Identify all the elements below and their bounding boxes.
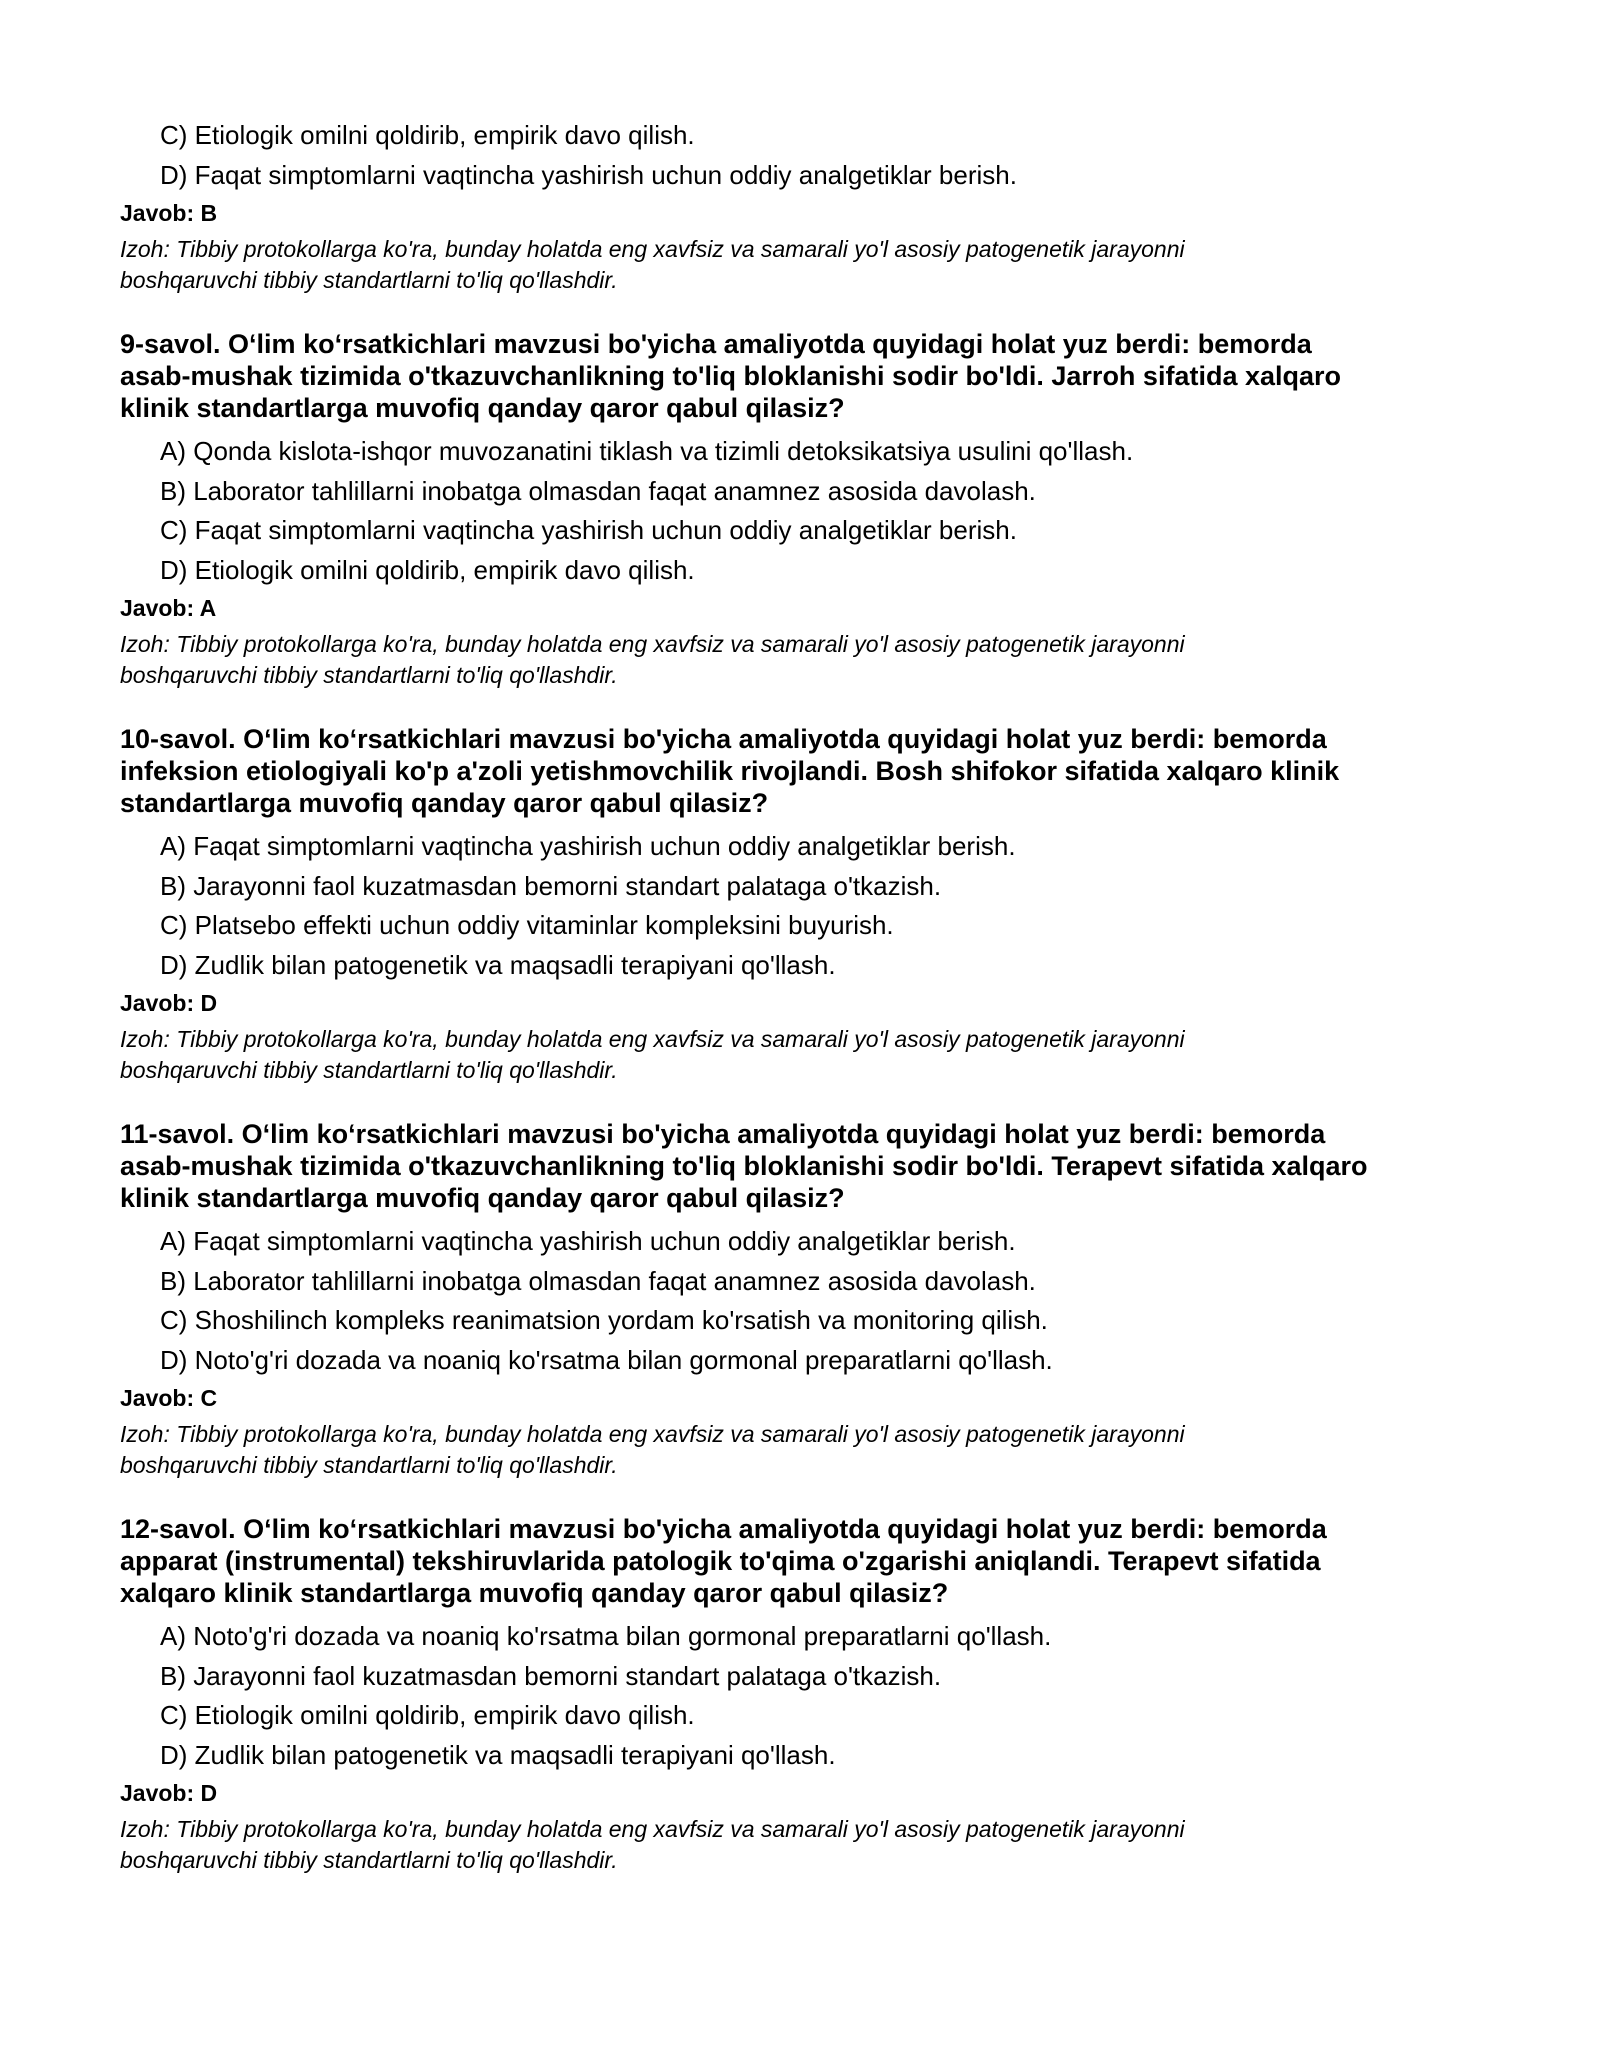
question-line: 11-savol. O‘lim ko‘rsatkichlari mavzusi bo'yicha amaliyotda quyidagi holat yuz berdi: bemorda [120, 1119, 1326, 1149]
question-line: infeksion etiologiyali ko'p a'zoli yetishmovchilik rivojlandi. Bosh shifokor sifatida xalqaro klinik [120, 756, 1340, 786]
explanation [120, 1419, 1420, 1481]
question-line: 9-savol. O‘lim ko‘rsatkichlari mavzusi bo'yicha amaliyotda quyidagi holat yuz berdi: bemorda [120, 329, 1312, 359]
option-b: B) Laborator tahlillarni inobatga olmasdan faqat anamnez asosida davolash. [160, 1265, 1036, 1296]
explanation [120, 1814, 1420, 1876]
question-line: asab-mushak tizimida o'tkazuvchanlikning to'liq bloklanishi sodir bo'ldi. Terapevt sifatida xalqaro [120, 1151, 1368, 1181]
answer-label: Javob: B [120, 200, 218, 226]
previous-question-tail [120, 0, 1480, 296]
answer-label: Javob: A [120, 595, 217, 621]
option-d: D) Etiologik omilni qoldirib, empirik davo qilish. [160, 554, 695, 585]
option-c: C) Etiologik omilni qoldirib, empirik davo qilish. [160, 1700, 695, 1730]
question-text [120, 723, 1490, 819]
explanation-line: boshqaruvchi tibbiy standartlarni to'liq qo'llashdir. [120, 1057, 618, 1083]
explanation-line: boshqaruvchi tibbiy standartlarni to'liq qo'llashdir. [120, 1847, 618, 1873]
option-d: D) Zudlik bilan patogenetik va maqsadli terapiyani qo'llash. [160, 949, 836, 980]
explanation-line: boshqaruvchi tibbiy standartlarni to'liq qo'llashdir. [120, 662, 618, 688]
option-a: A) Faqat simptomlarni vaqtincha yashirish uchun oddiy analgetiklar berish. [160, 1226, 1016, 1256]
question-block-12 [120, 1513, 1480, 1876]
question-block-10 [120, 723, 1480, 1086]
explanation-line: Izoh: Tibbiy protokollarga ko'ra, bunday holatda eng xavfsiz va samarali yo'l asosiy patogenetik jarayonni [120, 631, 1185, 657]
question-line: 10-savol. O‘lim ko‘rsatkichlari mavzusi bo'yicha amaliyotda quyidagi holat yuz berdi: bemorda [120, 724, 1327, 754]
question-block-11 [120, 1118, 1480, 1481]
question-block-9 [120, 328, 1480, 691]
explanation-line: Izoh: Tibbiy protokollarga ko'ra, bunday holatda eng xavfsiz va samarali yo'l asosiy patogenetik jarayonni [120, 1421, 1185, 1447]
question-line: apparat (instrumental) tekshiruvlarida patologik to'qima o'zgarishi aniqlandi. Terapevt sifatida [120, 1546, 1321, 1576]
explanation [120, 629, 1420, 691]
question-text [120, 1118, 1490, 1214]
question-text [120, 328, 1490, 424]
option-d: D) Noto'g'ri dozada va noaniq ko'rsatma bilan gormonal preparatlarni qo'llash. [160, 1344, 1053, 1375]
explanation-line: boshqaruvchi tibbiy standartlarni to'liq qo'llashdir. [120, 267, 618, 293]
question-line: klinik standartlarga muvofiq qanday qaror qabul qilasiz? [120, 1183, 845, 1213]
explanation-line: Izoh: Tibbiy protokollarga ko'ra, bunday holatda eng xavfsiz va samarali yo'l asosiy patogenetik jarayonni [120, 236, 1185, 262]
option-c: C) Platsebo effekti uchun oddiy vitaminlar kompleksini buyurish. [160, 910, 894, 940]
option-d: D) Faqat simptomlarni vaqtincha yashirish uchun oddiy analgetiklar berish. [160, 159, 1017, 190]
option-a: A) Faqat simptomlarni vaqtincha yashirish uchun oddiy analgetiklar berish. [160, 831, 1016, 861]
option-a: A) Noto'g'ri dozada va noaniq ko'rsatma bilan gormonal preparatlarni qo'llash. [160, 1621, 1052, 1651]
option-c: C) Shoshilinch kompleks reanimatsion yordam ko'rsatish va monitoring qilish. [160, 1305, 1048, 1335]
question-text [120, 1513, 1490, 1609]
explanation-line: Izoh: Tibbiy protokollarga ko'ra, bunday holatda eng xavfsiz va samarali yo'l asosiy patogenetik jarayonni [120, 1816, 1185, 1842]
option-d: D) Zudlik bilan patogenetik va maqsadli terapiyani qo'llash. [160, 1739, 836, 1770]
option-b: B) Jarayonni faol kuzatmasdan bemorni standart palataga o'tkazish. [160, 870, 942, 901]
option-c: C) Faqat simptomlarni vaqtincha yashirish uchun oddiy analgetiklar berish. [160, 515, 1017, 545]
question-line: asab-mushak tizimida o'tkazuvchanlikning to'liq bloklanishi sodir bo'ldi. Jarroh sifatida xalqaro [120, 361, 1341, 391]
question-line: xalqaro klinik standartlarga muvofiq qanday qaror qabul qilasiz? [120, 1578, 949, 1608]
explanation [120, 1024, 1420, 1086]
answer-label: Javob: C [120, 1385, 218, 1411]
question-line: standartlarga muvofiq qanday qaror qabul qilasiz? [120, 788, 769, 818]
option-c: C) Etiologik omilni qoldirib, empirik davo qilish. [160, 120, 695, 150]
option-b: B) Laborator tahlillarni inobatga olmasdan faqat anamnez asosida davolash. [160, 475, 1036, 506]
option-a: A) Qonda kislota-ishqor muvozanatini tiklash va tizimli detoksikatsiya usulini qo'llash. [160, 436, 1134, 466]
explanation-line: Izoh: Tibbiy protokollarga ko'ra, bunday holatda eng xavfsiz va samarali yo'l asosiy patogenetik jarayonni [120, 1026, 1185, 1052]
question-line: klinik standartlarga muvofiq qanday qaror qabul qilasiz? [120, 393, 845, 423]
answer-label: Javob: D [120, 990, 218, 1016]
explanation-line: boshqaruvchi tibbiy standartlarni to'liq qo'llashdir. [120, 1452, 618, 1478]
answer-label: Javob: D [120, 1780, 218, 1806]
option-b: B) Jarayonni faol kuzatmasdan bemorni standart palataga o'tkazish. [160, 1660, 942, 1691]
explanation [120, 234, 1420, 296]
question-line: 12-savol. O‘lim ko‘rsatkichlari mavzusi bo'yicha amaliyotda quyidagi holat yuz berdi: bemorda [120, 1514, 1327, 1544]
